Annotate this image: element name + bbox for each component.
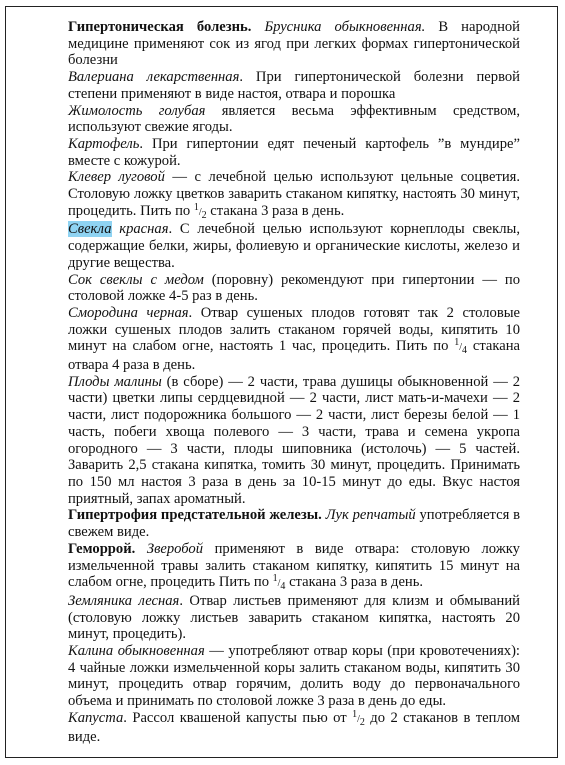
fraction-denominator: 2 [359, 716, 365, 728]
paragraph-text: . Рассол квашеной капусты пью от [123, 709, 353, 726]
plant-name: Смородина черная [68, 304, 189, 321]
fraction-numerator: 1 [272, 573, 278, 585]
fraction-denominator: 4 [462, 345, 468, 357]
paragraph-beet-juice [68, 272, 520, 305]
paragraph-text: до 2 стаканов в теплом виде. [68, 709, 520, 745]
paragraph-text: — с лечебной целью используют цельные соцветия. Столовую ложку цветков заварить стаканом кипятку, настоять 30 минут, процедить. Пить по [68, 169, 520, 219]
fraction: $^1/_2$ [352, 708, 365, 728]
section-heading: Геморрой. [68, 540, 136, 557]
book-page [5, 6, 558, 758]
paragraph-text: В народной медицине применяют сок из ягод при легких формах гипертонической болезни [68, 19, 520, 69]
paragraph-honeysuckle [68, 103, 520, 136]
paragraph-beet [68, 221, 520, 271]
plant-name: Лук репчатый [321, 507, 416, 524]
paragraph-clover [68, 169, 520, 221]
plant-name: красная [111, 221, 169, 238]
paragraph-text: стакана 3 раза в день. [285, 574, 424, 591]
paragraph-text: . При гипертонической болезни первой степени применяют в виде настоя, отвара и порошка [68, 69, 520, 102]
paragraph-text: употребляется в свежем виде. [68, 507, 520, 541]
paragraph-hemorrhoids [68, 541, 520, 593]
fraction-denominator: 4 [280, 581, 286, 593]
paragraph-text: . Отвар сушеных плодов готовят так 2 столовые ложки сушеных плодов залить стаканом горячей воды, кипятить 10 минут на слабом огне, настоять 1 час, процедить. Пить по [68, 304, 520, 355]
plant-name: Плоды малины [68, 373, 162, 390]
fraction-denominator: 2 [201, 209, 207, 221]
paragraph-viburnum [68, 643, 520, 710]
paragraph-text: (в сборе) — 2 части, трава душицы обыкновенной — 2 части) цветки липы сердцевидной — 2 части, лист мать-и-мачехи — 2 части, лист подорожника большого — 2 части, лист березы белой — 1 часть, побеги хвоща полевого — 3 части, трава и семена укропа огородного — 3 части, плоды шиповника (истолочь) — 5 частей. Заварить 2,5 стакана кипятка, томить 30 минут, процедить. Принимать по 150 мл настоя 3 раза в день за 10-15 минут до еды. Вкус настоя приятный, запах ароматный. [68, 373, 520, 507]
plant-name: Жимолость голубая [68, 102, 206, 119]
paragraph-blackcurrant [68, 305, 520, 374]
plant-name: Клевер луговой [68, 169, 165, 186]
plant-name: Картофель [68, 135, 140, 152]
plant-name: Земляника лесная [68, 592, 180, 609]
paragraph-text: — употребляют отвар коры (при кровотечениях): 4 чайные ложки измельченной коры залить стаканом воды, кипятить 30 минут, процедить отвар горячим, долить воду до первоначального объема и принимать по столовой ложке 3 раза в день до еды. [68, 643, 520, 710]
paragraph-text: . Отвар листьев применяют для клизм и обмываний (столовую ложку листьев заварить стаканом кипятка, настоять 20 минут, процедить). [68, 592, 520, 643]
plant-name: Калина обыкновенная [68, 643, 205, 660]
paragraph-text: . С лечебной целью используют корнеплоды свеклы, содержащие белки, жиры, фолиевую и органические кислоты, железо и другие вещества. [68, 221, 520, 271]
paragraph-potato [68, 136, 520, 169]
highlighted-plant-name[interactable]: Свекла [68, 221, 112, 238]
plant-name: Брусника обыкновенная. [264, 19, 426, 35]
plant-name: Зверобой [135, 540, 204, 557]
paragraph-cabbage [68, 710, 520, 745]
paragraph-strawberry [68, 593, 520, 643]
fraction-numerator: 1 [352, 708, 358, 720]
section-heading: Гипертоническая болезнь. [68, 19, 252, 35]
paragraph-valerian [68, 69, 520, 102]
paragraph-prostate [68, 507, 520, 540]
fraction: $^1/_4$ [454, 337, 468, 357]
paragraph-text: стакана отвара 4 раза в день. [68, 338, 521, 374]
fraction-numerator: 1 [454, 337, 460, 349]
paragraph-raspberry [68, 374, 520, 508]
paragraph-text: (поровну) рекомендуют при гипертонии — по столовой ложке 4-5 раз в день. [68, 271, 520, 305]
fraction-numerator: 1 [193, 201, 199, 213]
plant-name: Капуста [68, 709, 124, 726]
paragraph-text: применяют в виде отвара: столовую ложку измельченной травы залить стаканом кипятку, кипятить 15 минут на слабом огне, процедить Пить по [68, 540, 520, 591]
plant-name: Валериана лекарственная [68, 69, 240, 86]
fraction: $^1/_2$ [193, 201, 207, 221]
fraction: $^1/_4$ [272, 573, 286, 593]
section-heading: Гипертрофия предстательной железы. [68, 507, 322, 524]
paragraph-text: . При гипертонии едят печеный картофель ”в мундире” вместе с кожурой. [68, 135, 520, 169]
paragraph-text: стакана 3 раза в день. [206, 202, 345, 219]
paragraph-text: является весьма эффективным средством, используют свежие ягоды. [68, 102, 520, 136]
plant-name: Сок свеклы с медом [68, 271, 204, 288]
paragraph-hypertension [68, 19, 520, 69]
page-content [68, 19, 520, 745]
